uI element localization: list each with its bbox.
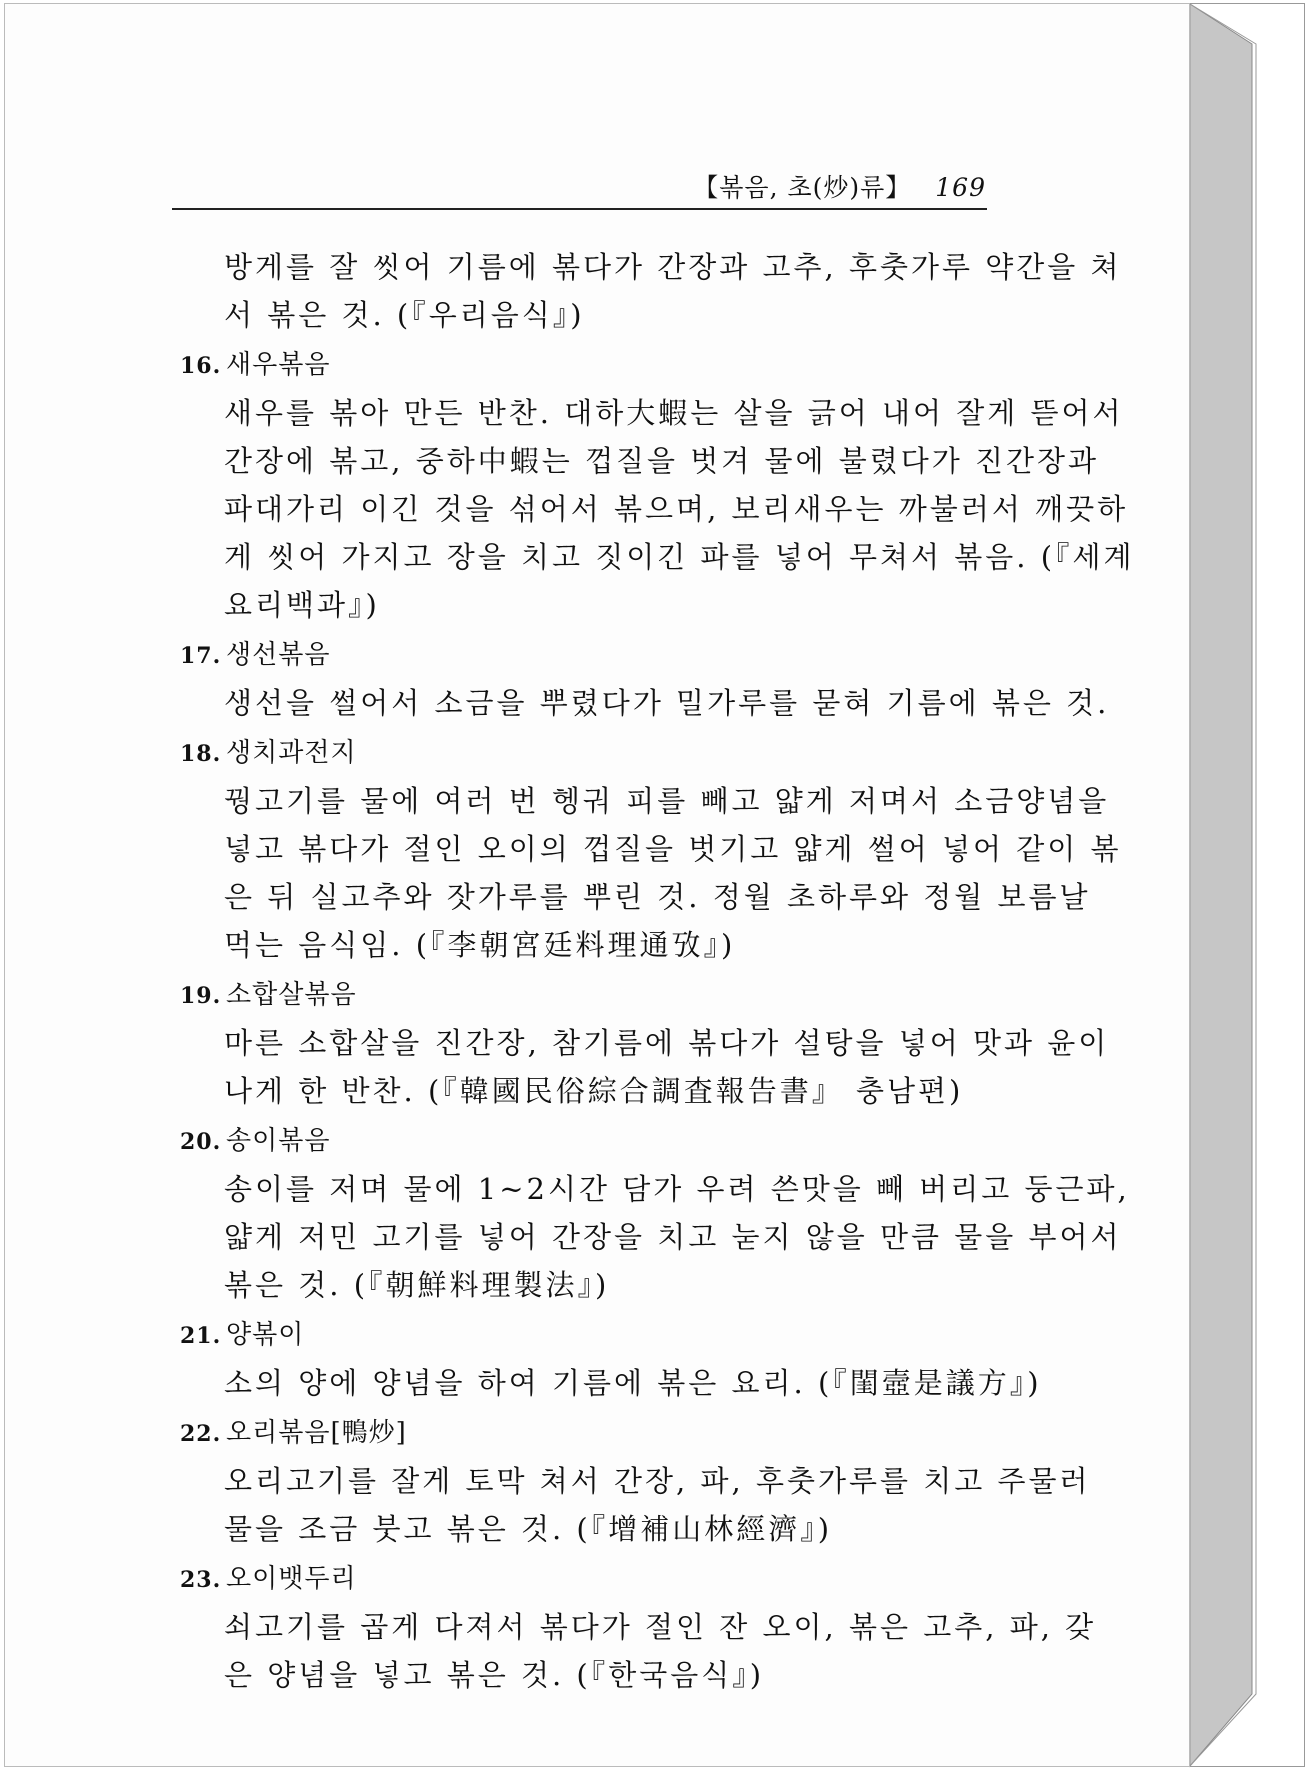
entry-title: 생치과전지 — [226, 738, 357, 768]
entry-number: 23. — [180, 1567, 222, 1593]
entry-text-line: 은 양념을 넣고 볶은 것. (『한국음식』) — [224, 1658, 765, 1692]
entry-text-line: 볶은 것. (『朝鮮料理製法』) — [224, 1268, 610, 1302]
entry-heading — [180, 1121, 995, 1165]
entry-heading — [180, 733, 995, 777]
entry-number: 19. — [180, 983, 222, 1009]
entry-text-line: 소의 양에 양념을 하여 기름에 볶은 요리. (『閨壼是議方』) — [224, 1366, 1042, 1400]
entry-text-line: 새우를 볶아 만든 반찬. 대하大蝦는 살을 긁어 내어 잘게 뜯어서 — [224, 396, 1124, 430]
page-content — [180, 243, 1135, 1705]
entry-heading — [180, 1315, 995, 1359]
entry-text-line: 넣고 볶다가 절인 오이의 껍질을 벗기고 얇게 썰어 넣어 같이 볶 — [224, 832, 1122, 866]
dictionary-entry — [180, 1121, 1130, 1309]
running-head — [170, 168, 986, 204]
entry-text-line: 요리백과』) — [224, 588, 380, 622]
entry-text-line: 꿩고기를 물에 여러 번 헹궈 피를 빼고 얇게 저며서 소금양념을 — [224, 784, 1110, 818]
entry-title: 양볶이 — [226, 1320, 305, 1350]
entry-text-line: 간장에 볶고, 중하中蝦는 껍질을 벗겨 물에 불렸다가 진간장과 — [224, 444, 1100, 478]
entry-text-line: 파대가리 이긴 것을 섞어서 볶으며, 보리새우는 까불러서 깨끗하 — [224, 492, 1129, 526]
entry-number: 17. — [180, 643, 222, 669]
entry-title: 새우볶음 — [226, 350, 331, 380]
dictionary-entry — [180, 1559, 1097, 1699]
dictionary-entry — [180, 635, 1110, 727]
entry-title: 송이볶음 — [226, 1126, 331, 1156]
text-line: 서 볶은 것. (『우리음식』) — [224, 298, 585, 332]
book-page-edge — [1189, 3, 1305, 1767]
entry-number: 21. — [180, 1323, 222, 1349]
entry-title: 소합살볶음 — [226, 980, 357, 1010]
entry-text-line: 생선을 썰어서 소금을 뿌렸다가 밀가루를 묻혀 기름에 볶은 것. — [224, 686, 1110, 720]
entry-title: 오이뱃두리 — [226, 1564, 357, 1594]
entry-text-line: 오리고기를 잘게 토막 쳐서 간장, 파, 후춧가루를 치고 주물러 — [224, 1464, 1091, 1498]
entry-heading — [180, 345, 995, 389]
entry-number: 16. — [180, 353, 222, 379]
entry-heading — [180, 1559, 995, 1603]
entry-title: 생선볶음 — [226, 640, 331, 670]
entry-heading — [180, 975, 995, 1019]
entry-text-line: 쇠고기를 곱게 다져서 볶다가 절인 잔 오이, 볶은 고추, 파, 갖 — [224, 1610, 1097, 1644]
entry-text-line: 게 씻어 가지고 장을 치고 짓이긴 파를 넣어 무쳐서 볶음. (『세계 — [224, 540, 1135, 574]
dictionary-entry — [180, 345, 1135, 629]
entry-text-line: 먹는 음식임. (『李朝宮廷料理通攷』) — [224, 928, 736, 962]
entry-heading — [180, 635, 995, 679]
entry-text-line: 송이를 저며 물에 1~2시간 담가 우려 쓴맛을 빼 버리고 둥근파, — [224, 1172, 1130, 1206]
dictionary-entry — [180, 1315, 1042, 1407]
section-title: 【볶음, 초(炒)류】 — [693, 173, 912, 202]
header-rule — [172, 208, 987, 210]
entry-text-line: 나게 한 반찬. (『韓國民俗綜合調査報告書』 충남편) — [224, 1074, 964, 1108]
dictionary-entry — [180, 975, 1110, 1115]
entry-number: 18. — [180, 741, 222, 767]
dictionary-entry — [180, 733, 1122, 969]
entry-text-line: 은 뒤 실고추와 잣가루를 뿌린 것. 정월 초하루와 정월 보름날 — [224, 880, 1091, 914]
dictionary-entry — [180, 1413, 1091, 1553]
text-line: 방게를 잘 씻어 기름에 볶다가 간장과 고추, 후춧가루 약간을 쳐 — [224, 250, 1122, 284]
page-edge-shading — [1190, 4, 1304, 1766]
entry-heading — [180, 1413, 995, 1457]
entry-text-line: 물을 조금 붓고 볶은 것. (『增補山林經濟』) — [224, 1512, 833, 1546]
entry-text-line: 마른 소합살을 진간장, 참기름에 볶다가 설탕을 넣어 맛과 윤이 — [224, 1026, 1110, 1060]
entry-number: 22. — [180, 1421, 222, 1447]
page-number: 169 — [935, 173, 986, 202]
entry-title: 오리볶음[鴨炒] — [226, 1418, 407, 1448]
entry-number: 20. — [180, 1129, 222, 1155]
continuation-text — [180, 243, 1122, 339]
entry-text-line: 얇게 저민 고기를 넣어 간장을 치고 눋지 않을 만큼 물을 부어서 — [224, 1220, 1122, 1254]
